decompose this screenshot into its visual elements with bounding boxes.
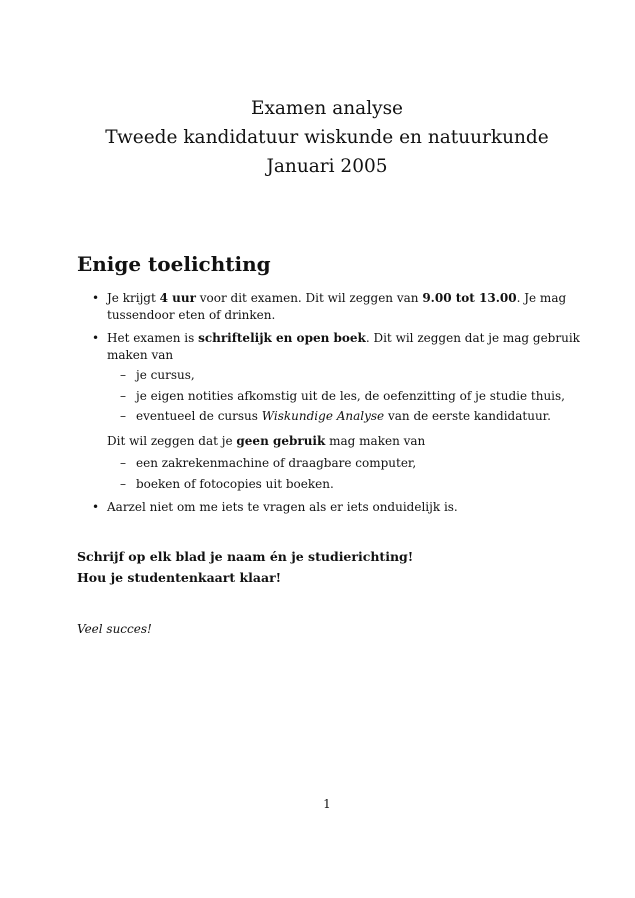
list-item-questions [77, 499, 587, 516]
reminder-name: Schrijf op elk blad je naam én je studierichting! [77, 549, 414, 564]
text-span: eventueel de cursus [136, 409, 262, 423]
text-span: . Dit wil zeggen dat je mag gebruik maken van [107, 331, 580, 362]
reminders [77, 546, 413, 588]
text-span: een zakrekenmachine of draagbare computer, [136, 456, 417, 470]
dash-marker: – [120, 368, 126, 382]
emphasis-format: schriftelijk en open boek [198, 331, 366, 345]
section-heading: Enige toelichting [77, 252, 271, 276]
document-title [0, 94, 635, 181]
list-item-forbidden [107, 476, 587, 493]
bullet-marker: • [92, 500, 100, 514]
dash-marker: – [120, 476, 126, 491]
forbidden-materials-list [107, 455, 587, 492]
text-span: Het examen is [107, 331, 199, 345]
instructions-list [77, 290, 587, 523]
restriction-intro [107, 433, 587, 450]
text-span: je eigen notities afkomstig uit de les, de oefenzitting of je studie thuis, [136, 388, 565, 403]
text-span: . Je mag tussendoor eten of drinken. [107, 291, 567, 322]
text-span: voor dit examen. Dit wil zeggen van [195, 291, 423, 305]
title-line-program: Tweede kandidatuur wiskunde en natuurkunde [105, 127, 549, 148]
list-item-allowed [107, 408, 587, 425]
list-item-duration [77, 290, 587, 323]
text-span: mag maken van [325, 433, 426, 448]
list-item-allowed [107, 367, 587, 384]
text-span: Aarzel niet om me iets te vragen als er iets onduidelijk is. [107, 500, 458, 514]
list-item-allowed [107, 388, 587, 405]
emphasis-time-range: 9.00 tot 13.00 [422, 291, 517, 305]
dash-marker: – [120, 456, 126, 470]
course-title: Wiskundige Analyse [261, 409, 385, 423]
page-number: 1 [323, 797, 331, 811]
bullet-marker: • [92, 331, 100, 345]
text-span: je cursus, [136, 368, 195, 382]
closing-wish: Veel succes! [77, 622, 152, 636]
list-item-exam-format [77, 330, 587, 492]
reminder-student-card: Hou je studentenkaart klaar! [77, 570, 282, 585]
list-item-forbidden [107, 455, 587, 472]
dash-marker: – [120, 409, 126, 423]
bullet-marker: • [92, 291, 100, 305]
emphasis-duration: 4 uur [159, 291, 196, 305]
text-span: Dit wil zeggen dat je [107, 433, 237, 448]
text-span: Je krijgt [107, 291, 160, 305]
emphasis-no-use: geen gebruik [236, 433, 326, 448]
text-span: boeken of fotocopies uit boeken. [136, 476, 334, 491]
dash-marker: – [120, 388, 126, 403]
allowed-materials-list [107, 367, 587, 425]
text-span: van de eerste kandidatuur. [384, 409, 551, 423]
title-line-exam: Examen analyse [250, 98, 404, 119]
title-line-date: Januari 2005 [266, 156, 388, 177]
